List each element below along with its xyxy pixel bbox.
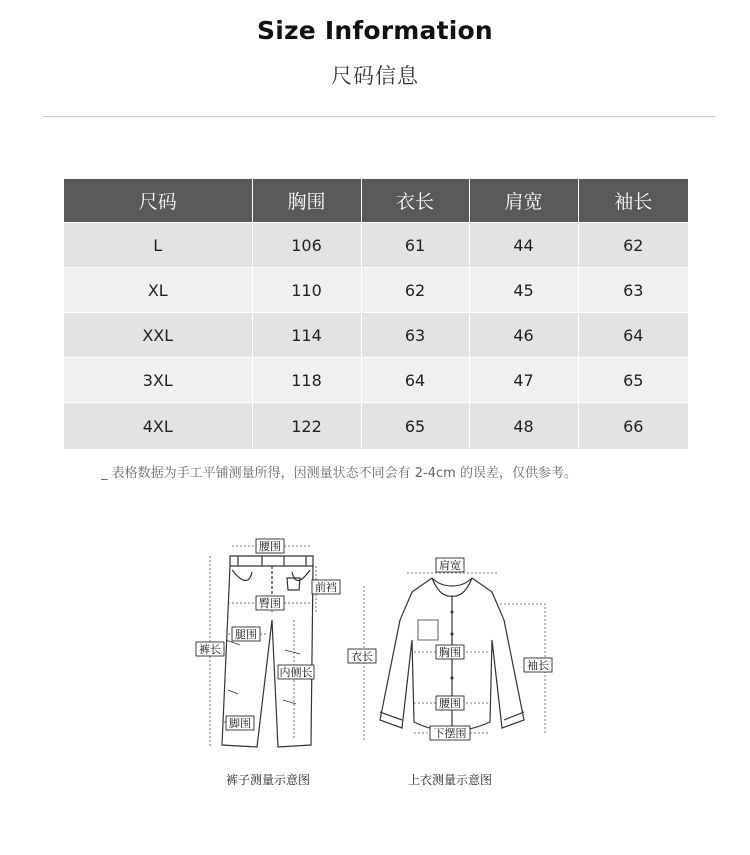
svg-text:腿围: 腿围 bbox=[235, 628, 257, 641]
cell-length: 62 bbox=[361, 268, 469, 313]
label-front-rise bbox=[312, 580, 340, 594]
measurement-note: _ 表格数据为手工平铺测量所得，因测量状态不同会有 2-4cm 的误差，仅供参考。 bbox=[101, 466, 577, 481]
cell-chest: 122 bbox=[252, 403, 361, 450]
cell-shoulder: 47 bbox=[469, 358, 578, 403]
label-pant-length bbox=[196, 642, 224, 656]
svg-text:臀围: 臀围 bbox=[259, 597, 281, 610]
cell-shoulder: 44 bbox=[469, 223, 578, 268]
header-shoulder: 肩宽 bbox=[469, 179, 578, 223]
label-sleeve bbox=[524, 658, 552, 672]
cell-sleeve: 62 bbox=[578, 223, 688, 268]
cell-length: 61 bbox=[361, 223, 469, 268]
header-sleeve: 袖长 bbox=[578, 179, 688, 223]
label-thigh bbox=[232, 627, 260, 641]
svg-text:衣长: 衣长 bbox=[351, 650, 373, 663]
cell-length: 65 bbox=[361, 403, 469, 450]
table-row bbox=[64, 403, 688, 450]
table-row bbox=[64, 313, 688, 358]
cell-chest: 110 bbox=[252, 268, 361, 313]
label-chest bbox=[436, 645, 464, 659]
measurement-diagram bbox=[180, 528, 580, 768]
cell-shoulder: 45 bbox=[469, 268, 578, 313]
svg-text:脚围: 脚围 bbox=[229, 717, 251, 730]
label-leg-opening bbox=[226, 716, 254, 730]
table-row bbox=[64, 223, 688, 268]
pants-caption: 裤子测量示意图 bbox=[226, 773, 311, 787]
cell-shoulder: 48 bbox=[469, 403, 578, 450]
size-table bbox=[64, 179, 688, 449]
cell-chest: 106 bbox=[252, 223, 361, 268]
cell-size: 4XL bbox=[64, 403, 252, 450]
label-waist-shirt bbox=[436, 696, 464, 710]
page-title-zh: 尺码信息 bbox=[331, 64, 419, 88]
cell-sleeve: 65 bbox=[578, 358, 688, 403]
svg-text:肩宽: 肩宽 bbox=[439, 559, 461, 572]
cell-size: L bbox=[64, 223, 252, 268]
cell-sleeve: 63 bbox=[578, 268, 688, 313]
shirt-caption: 上衣测量示意图 bbox=[408, 773, 493, 787]
cell-size: XL bbox=[64, 268, 252, 313]
svg-text:裤长: 裤长 bbox=[199, 643, 221, 656]
header-chest: 胸围 bbox=[252, 179, 361, 223]
cell-sleeve: 64 bbox=[578, 313, 688, 358]
cell-shoulder: 46 bbox=[469, 313, 578, 358]
header-length: 衣长 bbox=[361, 179, 469, 223]
cell-length: 64 bbox=[361, 358, 469, 403]
label-inseam bbox=[278, 665, 314, 679]
cell-chest: 114 bbox=[252, 313, 361, 358]
label-shoulder bbox=[436, 558, 464, 572]
cell-sleeve: 66 bbox=[578, 403, 688, 450]
cell-length: 63 bbox=[361, 313, 469, 358]
divider bbox=[43, 116, 716, 117]
table-header-row bbox=[64, 179, 688, 223]
table-row bbox=[64, 268, 688, 313]
svg-text:腰围: 腰围 bbox=[259, 540, 281, 553]
header-size: 尺码 bbox=[64, 179, 252, 223]
label-hem bbox=[430, 726, 470, 740]
table-row bbox=[64, 358, 688, 403]
cell-chest: 118 bbox=[252, 358, 361, 403]
svg-text:袖长: 袖长 bbox=[527, 659, 549, 672]
label-shirt-length bbox=[348, 649, 376, 663]
svg-text:胸围: 胸围 bbox=[439, 646, 461, 659]
svg-text:内侧长: 内侧长 bbox=[279, 666, 313, 679]
cell-size: 3XL bbox=[64, 358, 252, 403]
svg-text:腰围: 腰围 bbox=[439, 697, 461, 710]
cell-size: XXL bbox=[64, 313, 252, 358]
svg-text:前裆: 前裆 bbox=[315, 581, 337, 594]
svg-text:下摆围: 下摆围 bbox=[433, 727, 467, 740]
label-hip bbox=[256, 596, 284, 610]
label-waist-pants bbox=[256, 539, 284, 553]
page-title-en: Size Information bbox=[257, 16, 493, 45]
